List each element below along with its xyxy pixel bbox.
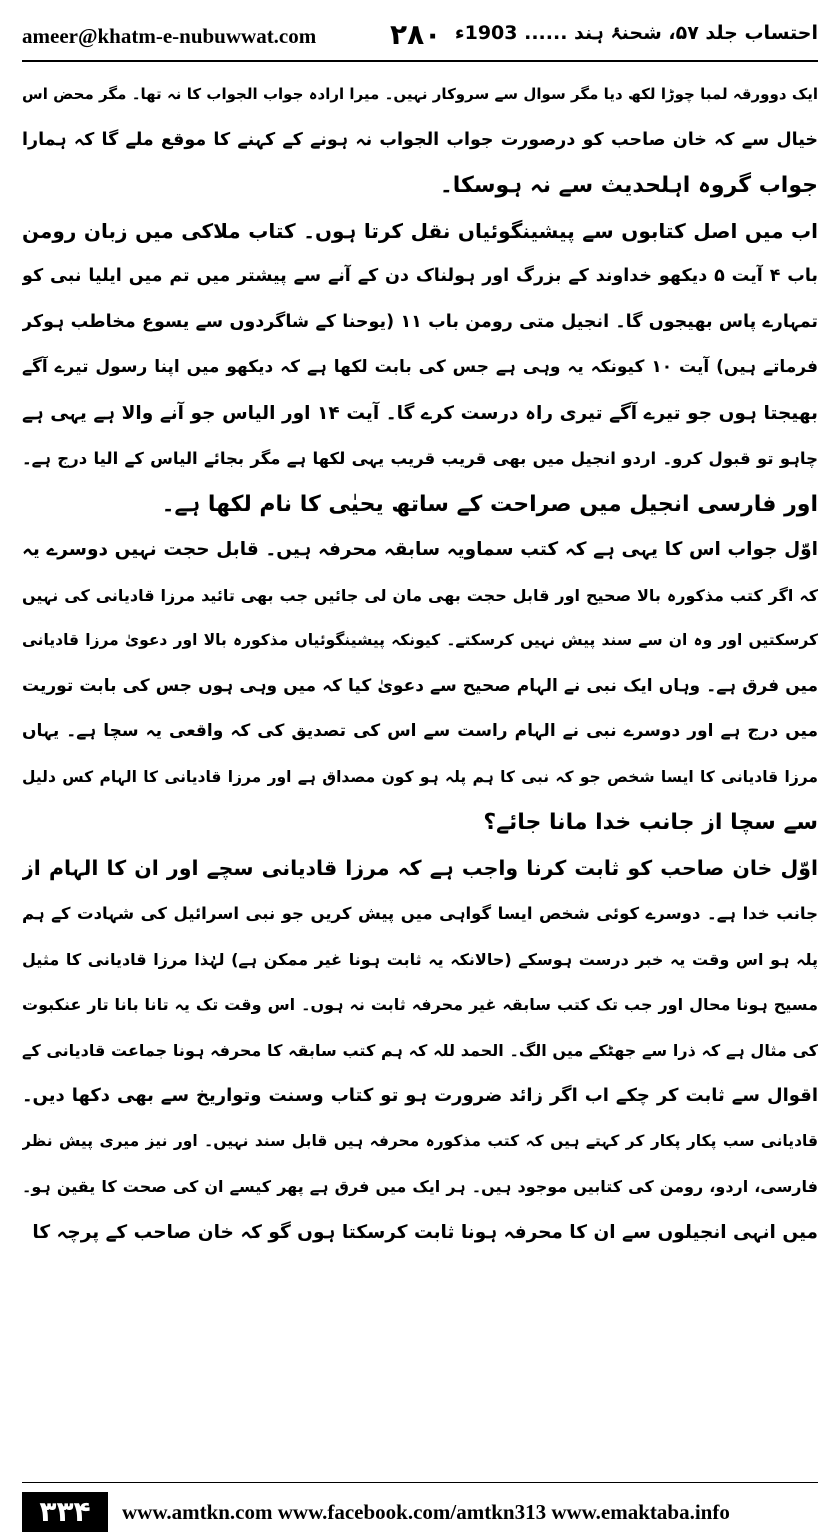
header-title: احتساب جلد ۵۷، شحنۂ ہند ...... 1903ء xyxy=(454,22,818,44)
text-line: مسیح ہونا محال اور جب تک کتب سابقہ غیر محرفہ ثابت نہ ہوں۔ اس وقت تک یہ تانا بانا تار عنکبوت xyxy=(22,995,818,1014)
text-line: جواب گروہ اہلحدیث سے نہ ہوسکا۔ xyxy=(439,173,818,198)
body-text xyxy=(22,72,818,1255)
text-line: کی مثال ہے کہ ذرا سے جھٹکے میں الگ۔ الحمد للہ کہ ہم کتب سابقہ کا محرفہ ہونا جماعت قادیانی کے xyxy=(22,1040,818,1060)
text-line: کرسکتیں اور وہ ان سے سند پیش نہیں کرسکتے۔ کیونکہ پیشینگوئیاں مذکورہ بالا اور دعویٰ مرزا قادیانی xyxy=(22,631,818,649)
header-page-number: ۲۸۰ xyxy=(390,18,442,51)
text-line: اب میں اصل کتابوں سے پیشینگوئیاں نقل کرتا ہوں۔ کتاب ملاکی میں زبان رومن xyxy=(22,218,818,243)
text-line: میں فرق ہے۔ وہاں ایک نبی نے الہام صحیح سے دعویٰ کیا کہ میں وہی ہوں جس کی بابت توریت xyxy=(22,675,818,696)
text-line: مرزا قادیانی کا ایسا شخص جو کہ نبی کا ہم پلہ ہو کون مصداق ہے اور مرزا قادیانی کا الہام کس دلیل xyxy=(22,767,818,786)
header-email: ameer@khatm-e-nubuwwat.com xyxy=(22,24,317,48)
text-line: پلہ ہو اس وقت یہ خبر درست ہوسکے (حالانکہ یہ ثابت ہونا غیر ممکن ہے) لہٰذا مرزا قادیانی کا مثیل xyxy=(22,949,818,969)
footer-book-page-number: ۳۳۴ xyxy=(22,1492,108,1532)
text-line: فارسی، اردو، رومن کی کتابیں موجود ہیں۔ ہر ایک میں فرق ہے پھر کیسے ان کی صحت کا یقین ہو۔ xyxy=(22,1177,818,1196)
text-line: سے سچا از جانب خدا مانا جائے؟ xyxy=(483,810,818,835)
text-line: اوّل جواب اس کا یہی ہے کہ کتب سماویہ سابقہ محرفہ ہیں۔ قابل حجت نہیں دوسرے یہ xyxy=(22,539,818,560)
text-line: میں انہی انجیلوں سے ان کا محرفہ ہونا ثابت کرسکتا ہوں گو کہ خان صاحب کے پرچہ کا xyxy=(32,1221,818,1243)
header-divider xyxy=(22,60,818,62)
text-line: تمہارے پاس بھیجوں گا۔ انجیل متی رومن باب ۱۱ (یوحنا کے شاگردوں سے یسوع مخاطب ہوکر xyxy=(22,311,818,332)
text-line: جانب خدا ہے۔ دوسرے کوئی شخص ایسا گواہی میں پیش کریں جو نبی اسرائیل کی شہادت کے ہم xyxy=(22,904,818,923)
footer-website-links: www.amtkn.com www.facebook.com/amtkn313 www.emaktaba.info xyxy=(122,1500,730,1524)
text-line: باب ۴ آیت ۵ دیکھو خداوند کے بزرگ اور ہولناک دن کے آنے سے پیشتر میں تم میں ایلیا نبی کو xyxy=(22,266,818,286)
text-line: خیال سے کہ خان صاحب کو درصورت جواب الجواب نہ ہونے کے کہنے کا موقع ملے گا کہ ہمارا xyxy=(22,129,818,150)
text-line: میں درج ہے اور دوسرے نبی نے الہام راست سے اس کی تصدیق کی کہ واقعی یہ سچا ہے۔ یہاں xyxy=(22,721,818,741)
footer-divider xyxy=(22,1482,818,1483)
text-line: چاہو تو قبول کرو۔ اردو انجیل میں بھی قریب قریب یہی لکھا ہے مگر بجائے الیاس کے الیا درج ہے۔ xyxy=(22,449,818,468)
page-header xyxy=(22,14,818,58)
text-line: کہ اگر کتب مذکورہ بالا صحیح اور قابل حجت بھی مان لی جائیں جب بھی تائید مرزا قادیانی کی نہیں xyxy=(22,585,818,605)
text-line: ایک دوورقہ لمبا چوڑا لکھ دیا مگر سوال سے سروکار نہیں۔ میرا ارادہ جواب الجواب کا نہ تھا۔ مگر محض اس xyxy=(22,85,818,103)
text-line: فرماتے ہیں) آیت ۱۰ کیونکہ یہ وہی ہے جس کی بابت لکھا ہے کہ دیکھو میں اپنا رسول تیرے آگے xyxy=(22,357,818,377)
text-line: اوّل خان صاحب کو ثابت کرنا واجب ہے کہ مرزا قادیانی سچے اور ان کا الہام از xyxy=(22,855,818,880)
text-line: اقوال سے ثابت کر چکے اب اگر زائد ضرورت ہو تو کتاب وسنت وتواریخ سے بھی دکھا دیں۔ xyxy=(22,1085,818,1106)
text-line: قادیانی سب پکار پکار کر کہتے ہیں کہ کتب مذکورہ محرفہ ہیں قابل سند نہیں۔ اور نیز میری پیش نظر xyxy=(22,1131,818,1150)
text-line: اور فارسی انجیل میں صراحت کے ساتھ یحیٰی کا نام لکھا ہے۔ xyxy=(161,491,818,517)
text-line: بھیجتا ہوں جو تیرے آگے تیری راہ درست کرے گا۔ آیت ۱۴ اور الیاس جو آنے والا ہے یہی ہے xyxy=(22,402,818,424)
